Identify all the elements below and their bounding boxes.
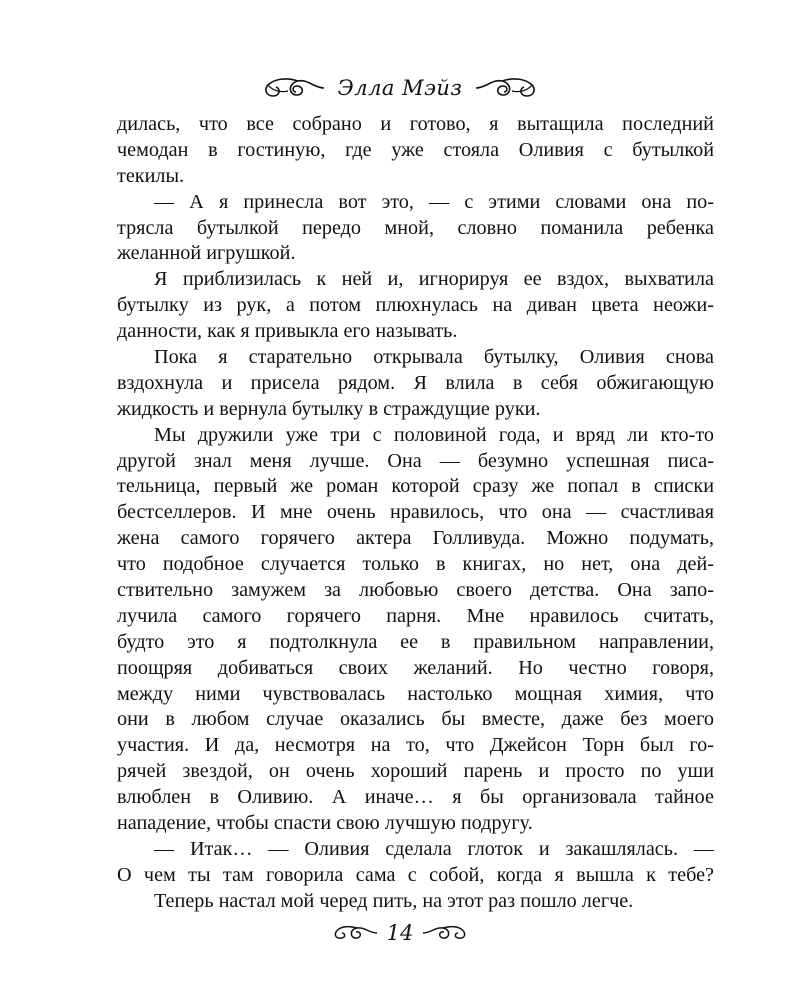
text-line: дилась, что все собрано и готово, я вытащила последний bbox=[117, 113, 714, 135]
right-footer-ornament-icon bbox=[421, 924, 467, 942]
text-line: вздохнула и присела рядом. Я влила в себя обжигающую bbox=[117, 371, 714, 394]
running-header bbox=[0, 70, 800, 106]
text-line: они в любом случае оказались бы вместе, даже без моего bbox=[117, 708, 714, 731]
text-line: будто это я подтолкнула ее в правильном направлении, bbox=[117, 630, 714, 653]
text-line: трясла бутылкой передо мной, словно поманила ребенка bbox=[117, 216, 714, 239]
text-line: О чем ты там говорила сама с собой, когда я вышла к тебе? bbox=[117, 863, 714, 886]
text-line: желанной игрушкой. bbox=[117, 242, 296, 265]
page-footer bbox=[0, 918, 800, 948]
text-line: тельница, первый же роман которой сразу же попал в списки bbox=[117, 475, 714, 498]
body-text bbox=[117, 112, 714, 915]
text-line: текилы. bbox=[117, 164, 185, 187]
text-line: чемодан в гостиную, где уже стояла Оливия с бутылкой bbox=[117, 138, 714, 161]
left-flourish-ornament-icon bbox=[264, 75, 326, 101]
text-line: жидкость и вернула бутылку в страждущие руки. bbox=[117, 397, 541, 420]
left-footer-ornament-icon bbox=[333, 924, 379, 942]
text-line: влюблен в Оливию. А иначе… я бы организовала тайное bbox=[117, 786, 714, 809]
text-line: — А я принесла вот это, — с этими словами она по- bbox=[154, 190, 714, 213]
text-line: Пока я старательно открывала бутылку, Оливия снова bbox=[154, 346, 714, 369]
text-line: Мы дружили уже три с половиной года, и вряд ли кто-то bbox=[154, 423, 714, 446]
text-line: ствительно замужем за любовью своего детства. Она запо- bbox=[117, 579, 714, 602]
text-line: поощряя добиваться своих желаний. Но честно говоря, bbox=[117, 656, 714, 679]
text-line: бестселлеров. И мне очень нравилось, что она — счастливая bbox=[117, 501, 714, 524]
page-number: 14 bbox=[386, 921, 414, 945]
text-line: Я приблизилась к ней и, игнорируя ее вздох, выхватила bbox=[154, 268, 714, 291]
text-line: рячей звездой, он очень хороший парень и просто по уши bbox=[117, 760, 714, 783]
text-line: что подобное случается только в книгах, но нет, она дей- bbox=[117, 553, 714, 576]
text-line: лучила самого горячего парня. Мне нравилось считать, bbox=[117, 604, 714, 627]
text-line: Теперь настал мой черед пить, на этот раз пошло легче. bbox=[154, 889, 634, 912]
text-line: нападение, чтобы спасти свою лучшую подругу. bbox=[117, 812, 533, 835]
text-line: между ними чувствовалась настолько мощная химия, что bbox=[117, 682, 714, 705]
text-line: данности, как я привыкла его называть. bbox=[117, 320, 458, 343]
text-line: бутылку из рук, а потом плюхнулась на диван цвета неожи- bbox=[117, 294, 714, 317]
text-line: жена самого горячего актера Голливуда. Можно подумать, bbox=[117, 527, 714, 550]
text-line: другой знал меня лучше. Она — безумно успешная писа- bbox=[117, 449, 714, 472]
right-flourish-ornament-icon bbox=[474, 75, 536, 101]
text-line: — Итак… — Оливия сделала глоток и закашлялась. — bbox=[154, 837, 714, 860]
book-author-title: Элла Мэйз bbox=[337, 76, 463, 100]
text-line: участия. И да, несмотря на то, что Джейсон Торн был го- bbox=[117, 734, 714, 757]
